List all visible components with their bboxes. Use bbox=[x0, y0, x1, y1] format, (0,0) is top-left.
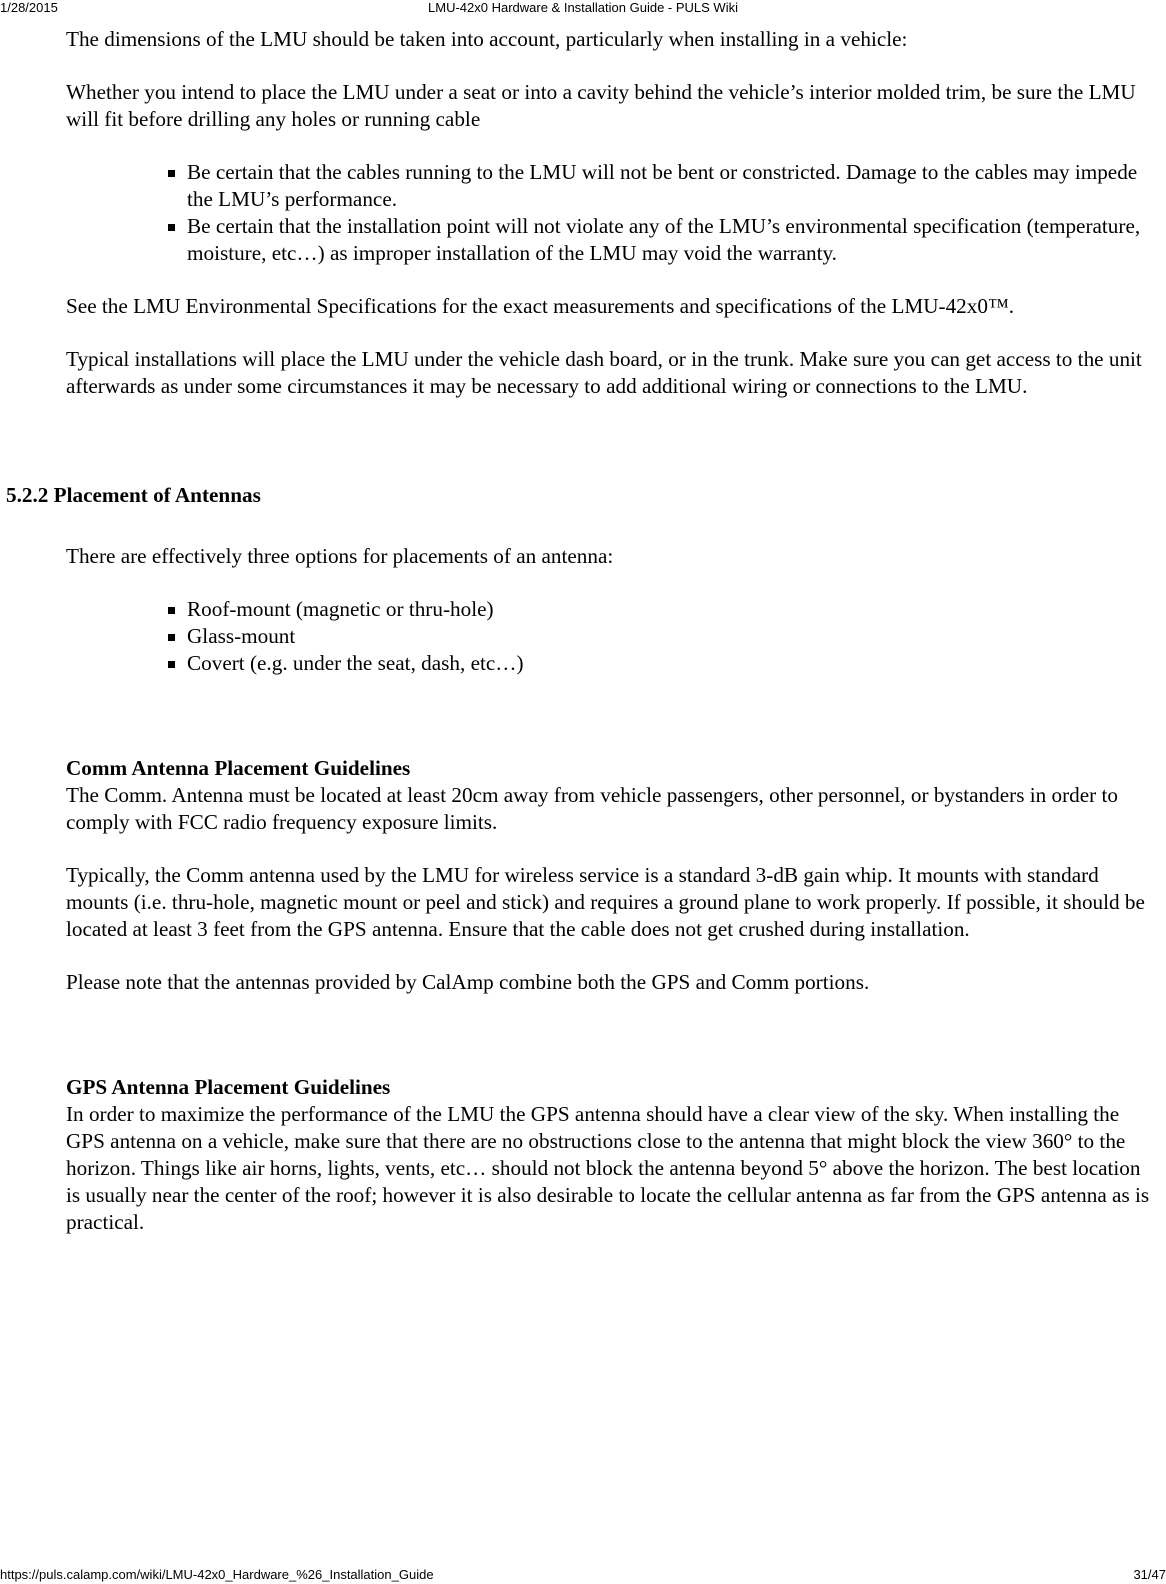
list-item: Be certain that the cables running to the LMU will not be bent or constricted. Damage to the cables may impede the LMU’s performance. bbox=[187, 159, 1154, 213]
antenna-options-list bbox=[0, 596, 1166, 677]
paragraph-antenna-options: There are effectively three options for placements of an antenna: bbox=[66, 544, 614, 568]
print-date: 1/28/2015 bbox=[0, 0, 58, 15]
gps-antenna-paragraph: In order to maximize the performance of the LMU the GPS antenna should have a clear view of the sky. When installing the GPS antenna on a vehicle, make sure that there are no obstructions close to the antenna that might block the view 360° to the horizon. Things like air horns, lights, vents, etc… should not block the antenna beyond 5° above the horizon. The best location is usually near the center of the roof; however it is also desirable to locate the cellular antenna as far from the GPS antenna as is practical. bbox=[66, 1102, 1150, 1234]
paragraph-placement-fit: Whether you intend to place the LMU under a seat or into a cavity behind the vehicle’s interior molded trim, be sure the LMU will fit before drilling any holes or running cable bbox=[66, 80, 1136, 131]
paragraph-env-specs: See the LMU Environmental Specifications for the exact measurements and specifications of the LMU-42x0™. bbox=[66, 294, 1015, 318]
comm-antenna-paragraph-3: Please note that the antennas provided by CalAmp combine both the GPS and Comm portions. bbox=[66, 970, 870, 994]
list-item: Covert (e.g. under the seat, dash, etc…) bbox=[187, 650, 1154, 677]
cable-guidelines-list bbox=[0, 159, 1166, 267]
list-item: Roof-mount (magnetic or thru-hole) bbox=[187, 596, 1154, 623]
print-header bbox=[0, 0, 1166, 16]
list-item: Be certain that the installation point will not violate any of the LMU’s environmental specification (temperature, moisture, etc…) as improper installation of the LMU may void the warranty. bbox=[187, 213, 1154, 267]
list-item: Glass-mount bbox=[187, 623, 1154, 650]
comm-antenna-section bbox=[0, 755, 1166, 836]
print-footer bbox=[0, 1567, 1166, 1583]
gps-antenna-heading: GPS Antenna Placement Guidelines bbox=[66, 1075, 391, 1099]
comm-antenna-paragraph-1: The Comm. Antenna must be located at least 20cm away from vehicle passengers, other personnel, or bystanders in order to comply with FCC radio frequency exposure limits. bbox=[66, 783, 1119, 834]
page-content bbox=[0, 26, 1166, 1236]
gps-antenna-section bbox=[0, 1074, 1166, 1236]
print-url: https://puls.calamp.com/wiki/LMU-42x0_Hardware_%26_Installation_Guide bbox=[0, 1567, 434, 1582]
comm-antenna-heading: Comm Antenna Placement Guidelines bbox=[66, 756, 411, 780]
print-page-title: LMU-42x0 Hardware & Installation Guide - PULS Wiki bbox=[428, 0, 738, 15]
page-number: 31/47 bbox=[1133, 1567, 1166, 1582]
section-heading-placement-of-antennas: 5.2.2 Placement of Antennas bbox=[6, 483, 261, 507]
paragraph-dimensions: The dimensions of the LMU should be taken into account, particularly when installing in a vehicle: bbox=[66, 27, 908, 51]
comm-antenna-paragraph-2: Typically, the Comm antenna used by the LMU for wireless service is a standard 3-dB gain whip. It mounts with standard mounts (i.e. thru-hole, magnetic mount or peel and stick) and requires a ground plane to work properly. If possible, it should be located at least 3 feet from the GPS antenna. Ensure that the cable does not get crushed during installation. bbox=[66, 863, 1145, 941]
paragraph-typical-installations: Typical installations will place the LMU under the vehicle dash board, or in the trunk. Make sure you can get access to the unit afterwards as under some circumstances it may be necessary to add additional wiring or connections to the LMU. bbox=[66, 347, 1142, 398]
